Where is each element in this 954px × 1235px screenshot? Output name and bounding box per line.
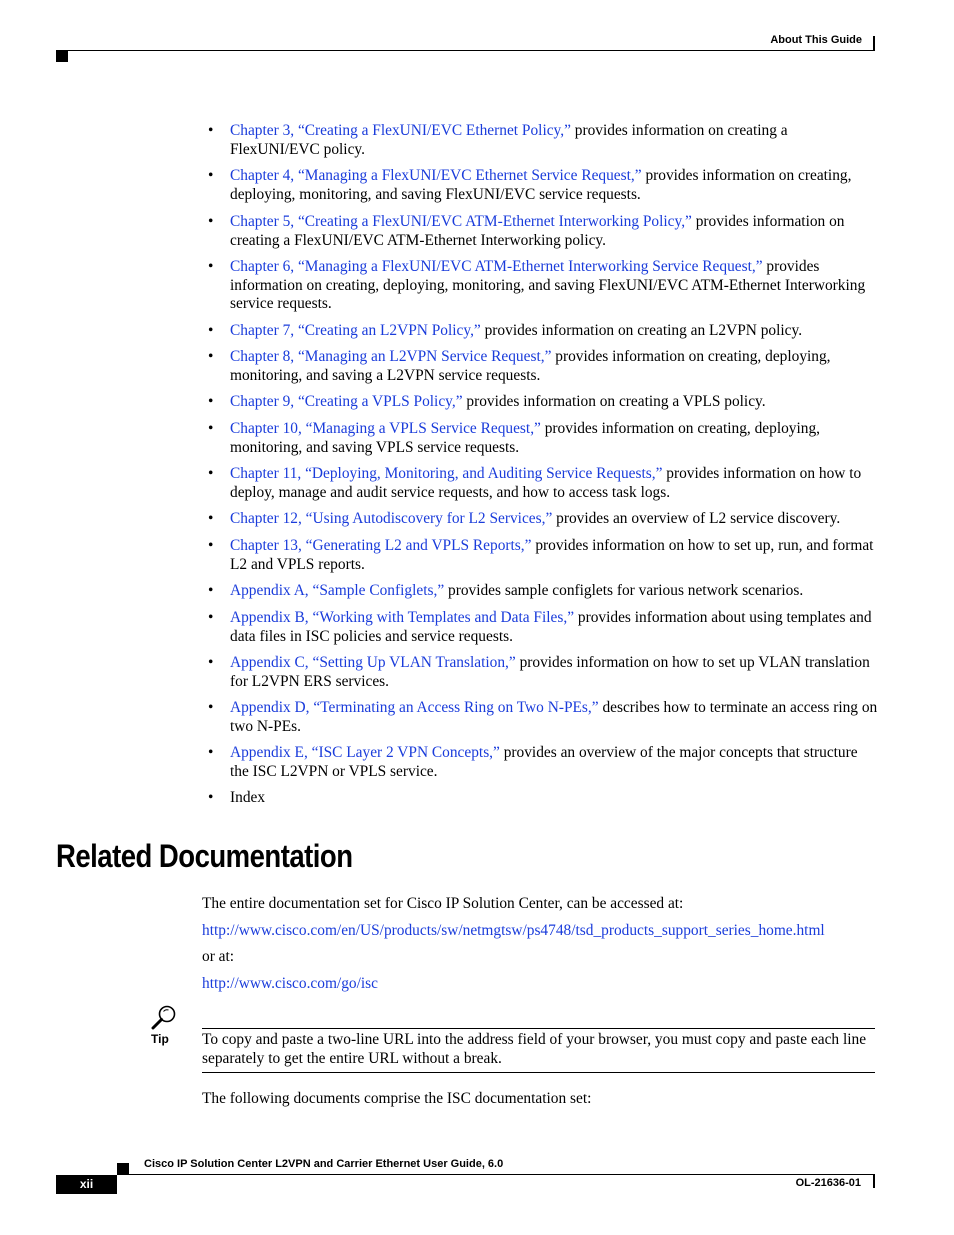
footer-corner-mark <box>117 1163 129 1174</box>
footer-rule <box>117 1174 875 1175</box>
chapter-link[interactable]: Chapter 9, “Creating a VPLS Policy,” <box>230 393 463 410</box>
list-item-text: provides information on creating an L2VPN policy. <box>480 322 803 339</box>
document-number: OL-21636-01 <box>795 1177 861 1189</box>
list-item: • Index <box>208 789 266 806</box>
header-rule <box>56 50 874 51</box>
closing-paragraph: The following documents comprise the ISC documentation set: <box>202 1090 592 1107</box>
list-item-text: provides information on how to set up VLAN translation for L2VPN ERS services. <box>230 654 870 690</box>
list-item-text: provides information on creating, deploying, monitoring, and saving FlexUNI/EVC ATM-Ethernet Interworking service requests. <box>230 258 866 312</box>
list-item: • Appendix B, “Working with Templates and Data Files,” provides information about using templates and data files in ISC policies and service requests. <box>208 609 872 645</box>
list-item-text: provides information on creating, deploying, monitoring, and saving a L2VPN service requests. <box>230 348 831 384</box>
list-item-text: provides information on creating a FlexUNI/EVC policy. <box>230 122 788 158</box>
appendix-link[interactable]: Appendix E, “ISC Layer 2 VPN Concepts,” <box>230 744 500 761</box>
list-item-text: provides information on how to deploy, manage and audit service requests, and how to access task logs. <box>230 465 862 501</box>
list-item-text: Index <box>230 789 266 806</box>
isc-url-link[interactable]: http://www.cisco.com/go/isc <box>202 975 378 992</box>
tip-bottom-rule <box>202 1072 875 1073</box>
chapter-link[interactable]: Chapter 4, “Managing a FlexUNI/EVC Ethernet Service Request,” <box>230 167 642 184</box>
list-item-text: provides information about using templates and data files in ISC policies and service requests. <box>230 609 872 645</box>
appendix-link[interactable]: Appendix C, “Setting Up VLAN Translation,” <box>230 654 516 671</box>
list-item: • Chapter 8, “Managing an L2VPN Service Request,” provides information on creating, deploying, monitoring, and saving a L2VPN service requests. <box>208 348 831 384</box>
list-item: • Appendix A, “Sample Configlets,” provides sample configlets for various network scenarios. <box>208 582 804 599</box>
intro-paragraph: The entire documentation set for Cisco IP Solution Center, can be accessed at: <box>202 895 684 912</box>
list-item-text: provides sample configlets for various network scenarios. <box>444 582 804 599</box>
list-item: • Appendix D, “Terminating an Access Ring on Two N-PEs,” describes how to terminate an access ring on two N-PEs. <box>208 699 878 735</box>
list-item: • Chapter 9, “Creating a VPLS Policy,” provides information on creating a VPLS policy. <box>208 393 766 410</box>
chapter-link[interactable]: Chapter 7, “Creating an L2VPN Policy,” <box>230 322 481 339</box>
header-tick-mark <box>873 36 875 51</box>
chapter-link[interactable]: Chapter 5, “Creating a FlexUNI/EVC ATM-Ethernet Interworking Policy,” <box>230 213 692 230</box>
chapter-link[interactable]: Chapter 11, “Deploying, Monitoring, and Auditing Service Requests,” <box>230 465 663 482</box>
list-item: • Chapter 6, “Managing a FlexUNI/EVC ATM-Ethernet Interworking Service Request,” provides information on creating, deploying, monitoring, and saving FlexUNI/EVC ATM-Ethernet Interworking service requests. <box>208 258 866 312</box>
tip-label: Tip <box>151 1032 169 1046</box>
list-item: • Chapter 3, “Creating a FlexUNI/EVC Ethernet Policy,” provides information on creating a FlexUNI/EVC policy. <box>208 122 788 158</box>
list-item-text: provides information on creating a FlexUNI/EVC ATM-Ethernet Interworking policy. <box>230 213 845 249</box>
chapter-link[interactable]: Chapter 3, “Creating a FlexUNI/EVC Ethernet Policy,” <box>230 122 571 139</box>
list-item: • Chapter 12, “Using Autodiscovery for L2 Services,” provides an overview of L2 service discovery. <box>208 510 841 527</box>
list-item: • Chapter 11, “Deploying, Monitoring, and Auditing Service Requests,” provides information on how to deploy, manage and audit service requests, and how to access task logs. <box>208 465 862 501</box>
footer-guide-title: Cisco IP Solution Center L2VPN and Carrier Ethernet User Guide, 6.0 <box>144 1158 504 1170</box>
list-item-text: provides information on creating, deploying, monitoring, and saving FlexUNI/EVC service requests. <box>230 167 852 203</box>
appendix-link[interactable]: Appendix D, “Terminating an Access Ring on Two N-PEs,” <box>230 699 599 716</box>
tip-text: To copy and paste a two-line URL into the address field of your browser, you must copy and paste each line separately to get the entire URL without a break. <box>202 1031 867 1067</box>
list-item-text: provides an overview of L2 service discovery. <box>552 510 841 527</box>
list-item: • Appendix C, “Setting Up VLAN Translation,” provides information on how to set up VLAN translation for L2VPN ERS services. <box>208 654 870 690</box>
footer-tick-mark <box>873 1175 875 1188</box>
section-heading: Related Documentation <box>56 838 353 874</box>
running-header-title: About This Guide <box>770 34 862 46</box>
list-item: • Chapter 10, “Managing a VPLS Service Request,” provides information on creating, deploying, monitoring, and saving VPLS service requests. <box>208 420 820 456</box>
chapter-link[interactable]: Chapter 6, “Managing a FlexUNI/EVC ATM-Ethernet Interworking Service Request,” <box>230 258 763 275</box>
magnifier-icon <box>150 1004 178 1030</box>
chapter-link[interactable]: Chapter 10, “Managing a VPLS Service Request,” <box>230 420 541 437</box>
list-item-text: describes how to terminate an access ring on two N-PEs. <box>230 699 878 735</box>
chapter-link[interactable]: Chapter 12, “Using Autodiscovery for L2 Services,” <box>230 510 553 527</box>
list-item-text: provides information on how to set up, run, and format L2 and VPLS reports. <box>230 537 874 573</box>
list-item: • Chapter 13, “Generating L2 and VPLS Reports,” provides information on how to set up, run, and format L2 and VPLS reports. <box>208 537 874 573</box>
list-item-text: provides information on creating a VPLS policy. <box>462 393 766 410</box>
list-item: • Chapter 7, “Creating an L2VPN Policy,” provides information on creating an L2VPN policy. <box>208 322 803 339</box>
list-item: • Appendix E, “ISC Layer 2 VPN Concepts,” provides an overview of the major concepts that structure the ISC L2VPN or VPLS service. <box>208 744 858 780</box>
appendix-link[interactable]: Appendix B, “Working with Templates and Data Files,” <box>230 609 575 626</box>
list-item-text: provides an overview of the major concepts that structure the ISC L2VPN or VPLS service. <box>230 744 858 780</box>
list-item-text: provides information on creating, deploying, monitoring, and saving VPLS service requests. <box>230 420 820 456</box>
list-item: • Chapter 4, “Managing a FlexUNI/EVC Ethernet Service Request,” provides information on creating, deploying, monitoring, and saving FlexUNI/EVC service requests. <box>208 167 852 203</box>
appendix-link[interactable]: Appendix A, “Sample Configlets,” <box>230 582 445 599</box>
header-corner-mark <box>56 51 68 62</box>
chapter-link[interactable]: Chapter 8, “Managing an L2VPN Service Request,” <box>230 348 552 365</box>
tip-top-rule <box>202 1028 875 1029</box>
page-number: xii <box>56 1175 117 1194</box>
list-item: • Chapter 5, “Creating a FlexUNI/EVC ATM-Ethernet Interworking Policy,” provides information on creating a FlexUNI/EVC ATM-Ethernet Interworking policy. <box>208 213 845 249</box>
documentation-url-link[interactable]: http://www.cisco.com/en/US/products/sw/netmgtsw/ps4748/tsd_products_support_series_home.html <box>202 922 825 939</box>
chapter-link[interactable]: Chapter 13, “Generating L2 and VPLS Reports,” <box>230 537 532 554</box>
or-at-text: or at: <box>202 948 235 965</box>
